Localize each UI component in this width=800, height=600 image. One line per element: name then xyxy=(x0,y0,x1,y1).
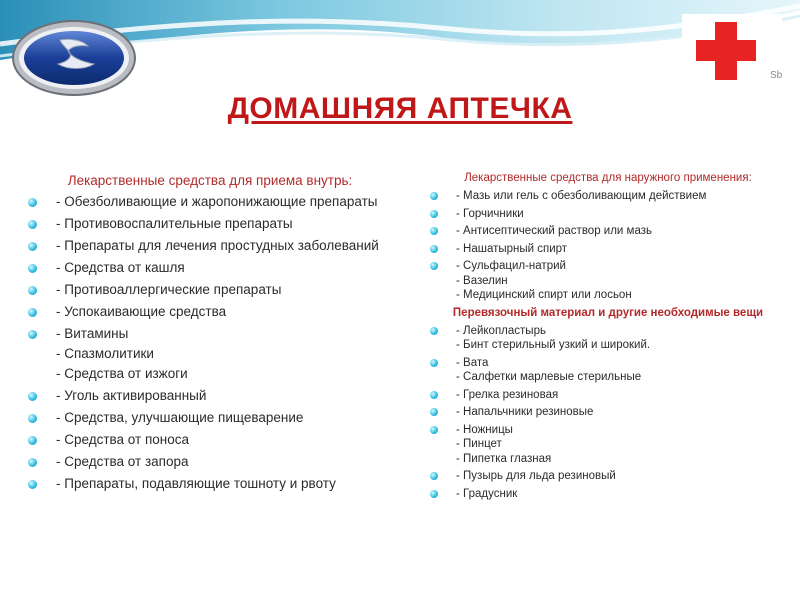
list-item-text: - Сульфацил-натрий xyxy=(456,260,566,272)
list-item-text: - Препараты для лечения простудных заболеваний xyxy=(56,238,379,253)
bullet-icon xyxy=(430,210,438,218)
list-item-text: - Средства от изжоги xyxy=(56,366,188,381)
list-item-text: - Нашатырный спирт xyxy=(456,242,568,255)
list-item xyxy=(428,388,788,403)
list-item xyxy=(428,324,788,353)
bullet-icon xyxy=(28,308,37,317)
left-column xyxy=(20,172,400,496)
bullet-icon xyxy=(430,192,438,200)
list-item xyxy=(20,302,400,322)
bullet-icon xyxy=(430,227,438,235)
bullet-icon xyxy=(28,286,37,295)
list-item-text: - Спазмолитики xyxy=(56,346,154,361)
list-item xyxy=(20,386,400,406)
list-item xyxy=(428,487,788,502)
list-item-text: - Препараты, подавляющие тошноту и рвоту xyxy=(56,476,336,491)
list-item-text: - Вазелин xyxy=(456,274,508,287)
list-item xyxy=(20,408,400,428)
list-item-text: - Средства от кашля xyxy=(56,260,185,275)
list-item xyxy=(428,405,788,420)
list-item-text: - Грелка резиновая xyxy=(456,388,559,401)
list-item xyxy=(428,259,788,303)
list-item xyxy=(20,258,400,278)
red-cross-icon xyxy=(682,14,782,88)
list-item-text: - Пипетка глазная xyxy=(456,452,552,465)
list-item-text: - Мазь или гель с обезболивающим действием xyxy=(456,190,707,202)
bullet-icon xyxy=(430,426,438,434)
list-item-text: - Антисептический раствор или мазь xyxy=(456,225,652,237)
list-item xyxy=(20,280,400,300)
list-item-text: - Лейкопластырь xyxy=(456,324,546,337)
bullet-icon xyxy=(28,330,37,339)
bullet-icon xyxy=(430,391,438,399)
list-item-text: - Горчичники xyxy=(456,207,524,220)
list-item-text: - Напальчники резиновые xyxy=(456,406,594,418)
dressing-heading: Перевязочный материал и другие необходимые вещи xyxy=(452,306,764,319)
page-title: ДОМАШНЯЯ АПТЕЧКА xyxy=(227,92,573,125)
list-item-text: - Средства от запора xyxy=(56,454,189,469)
bullet-icon xyxy=(430,359,438,367)
list-item-text: - Витамины xyxy=(56,326,129,341)
lada-logo-icon xyxy=(10,18,138,98)
list-item-text: - Пузырь для льда резиновый xyxy=(456,470,616,482)
bullet-icon xyxy=(430,472,438,480)
list-item-text: - Уголь активированный xyxy=(56,388,207,403)
bullet-icon xyxy=(28,264,37,273)
list-item xyxy=(20,214,400,234)
bullet-icon xyxy=(28,242,37,251)
list-item-text: - Ножницы xyxy=(456,423,513,436)
list-item xyxy=(20,324,400,384)
list-item xyxy=(428,469,788,484)
right-item-list xyxy=(428,189,788,303)
dressing-item-list xyxy=(428,324,788,502)
list-item-text: - Медицинский спирт или лосьон xyxy=(456,289,632,301)
list-item-text: - Градусник xyxy=(456,487,518,500)
list-item-text: - Противоаллергические препараты xyxy=(56,282,282,297)
list-item xyxy=(20,452,400,472)
bullet-icon xyxy=(28,198,37,207)
list-item xyxy=(428,356,788,385)
bullet-icon xyxy=(430,490,438,498)
bullet-icon xyxy=(28,220,37,229)
bullet-icon xyxy=(28,392,37,401)
list-item xyxy=(428,189,788,204)
right-column xyxy=(428,171,788,504)
list-item-text: - Пинцет xyxy=(456,438,502,450)
list-item xyxy=(20,430,400,450)
left-column-heading: Лекарственные средства для приема внутрь: xyxy=(67,173,353,188)
list-item-text: - Средства, улучшающие пищеварение xyxy=(56,410,304,425)
list-item xyxy=(428,207,788,222)
list-item-text: - Противовоспалительные препараты xyxy=(56,216,293,231)
bullet-icon xyxy=(28,480,37,489)
cross-mark-text: Sb xyxy=(770,70,783,81)
left-item-list xyxy=(20,192,400,494)
list-item xyxy=(428,242,788,257)
list-item xyxy=(428,423,788,467)
bullet-icon xyxy=(28,414,37,423)
bullet-icon xyxy=(28,458,37,467)
bullet-icon xyxy=(430,327,438,335)
list-item xyxy=(20,192,400,212)
list-item xyxy=(20,236,400,256)
list-item-text: - Обезболивающие и жаропонижающие препараты xyxy=(56,194,378,209)
cross-horizontal-bar xyxy=(696,40,756,61)
bullet-icon xyxy=(430,245,438,253)
list-item xyxy=(428,224,788,239)
list-item-text: - Бинт стерильный узкий и широкий. xyxy=(456,339,651,351)
list-item-text: - Средства от поноса xyxy=(56,432,189,447)
right-column-heading: Лекарственные средства для наружного применения: xyxy=(464,172,752,184)
list-item-text: - Успокаивающие средства xyxy=(56,304,227,319)
bullet-icon xyxy=(430,408,438,416)
list-item xyxy=(20,474,400,494)
list-item-text: - Вата xyxy=(456,356,489,369)
bullet-icon xyxy=(28,436,37,445)
bullet-icon xyxy=(430,262,438,270)
list-item-text: - Салфетки марлевые стерильные xyxy=(456,371,642,383)
